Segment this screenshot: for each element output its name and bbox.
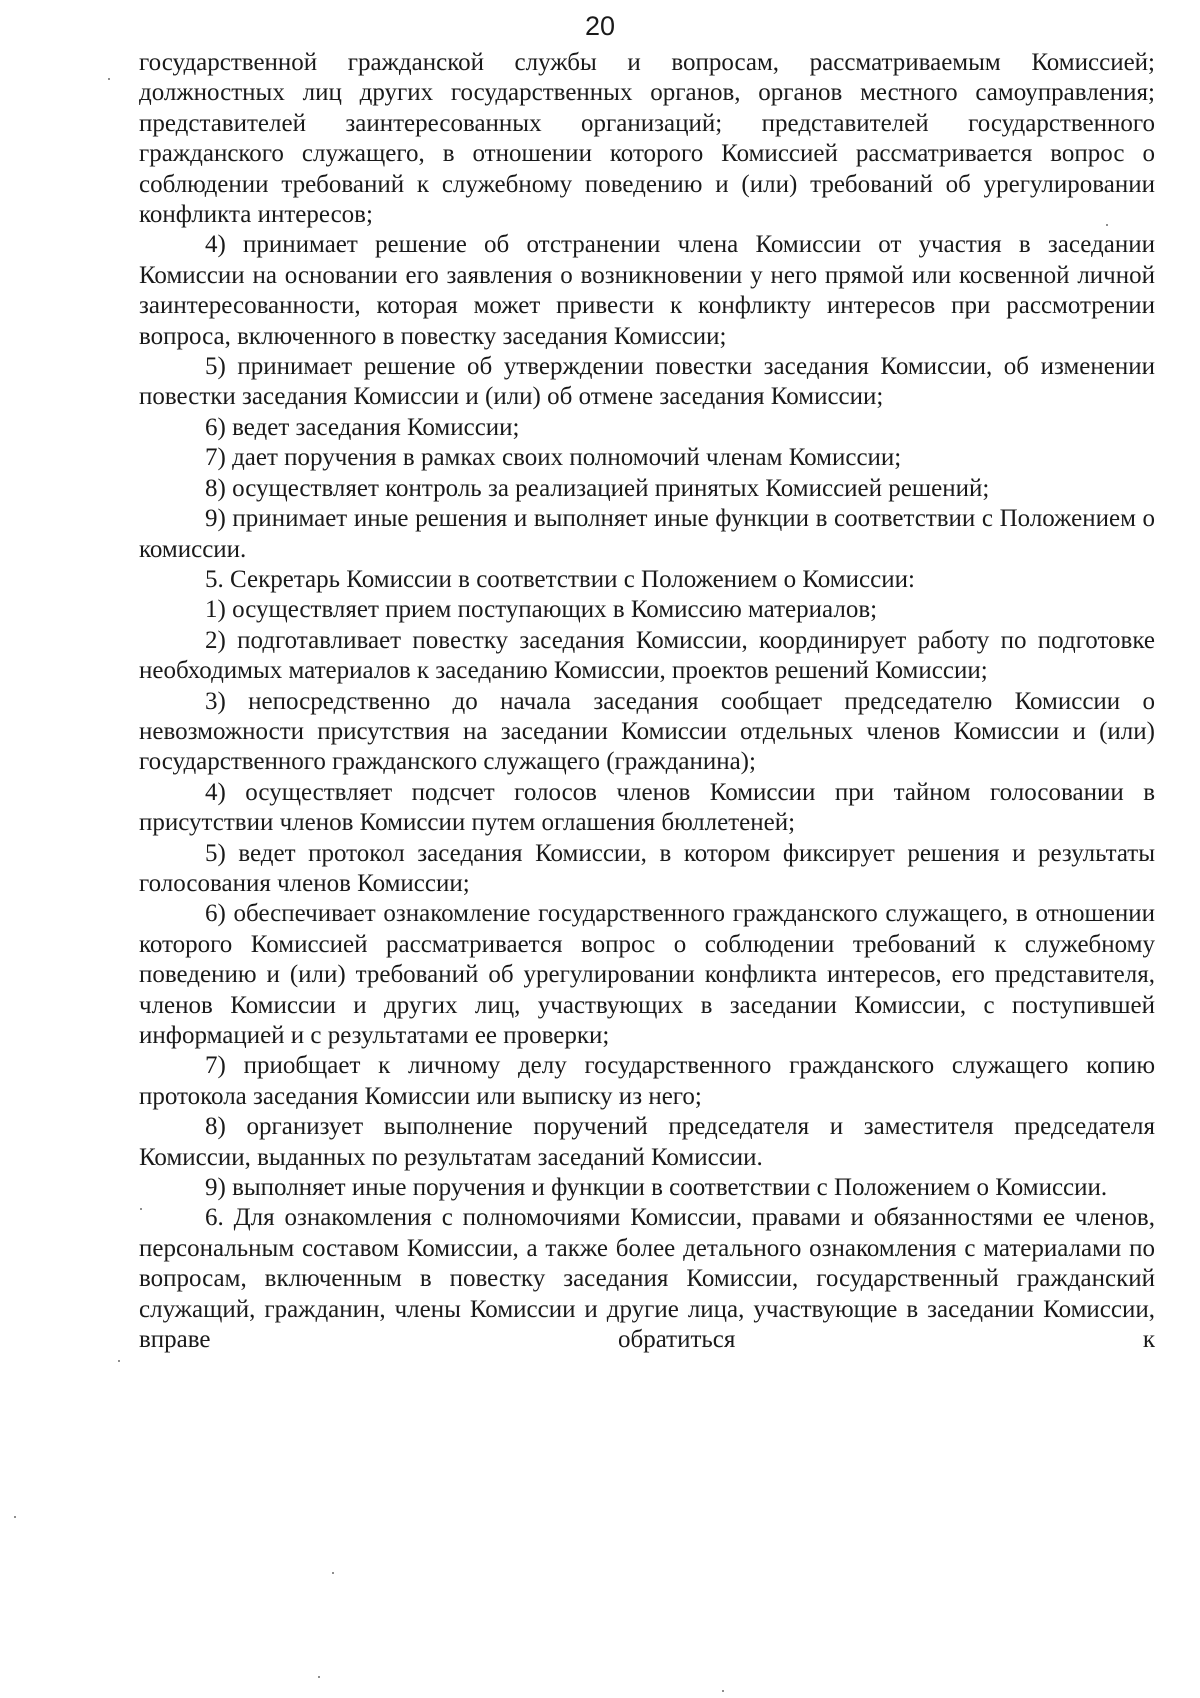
document-body: [139, 48, 1155, 1355]
scan-speck: [118, 1360, 120, 1362]
paragraph-item-4: 4) принимает решение об отстранении члена Комиссии от участия в заседании Комиссии на основании его заявления о возникновении у него прямой или косвенной личной заинтересованности, которая может привести к конфликту интересов при рассмотрении вопроса, включенного в повестку заседания Комиссии;: [139, 231, 1155, 350]
paragraph-item-7: 7) дает поручения в рамках своих полномочий членам Комиссии;: [205, 444, 902, 472]
paragraph-section-6: 6. Для ознакомления с полномочиями Комиссии, правами и обязанностями ее членов, персональным составом Комиссии, а также более детального ознакомления с материалами по вопросам, включенным в повестку заседания Комиссии, государственный гражданский служащий, гражданин, члены Комиссии и другие лица, участвующие в заседании Комиссии, вправе обратиться к: [139, 1204, 1155, 1354]
scan-speck: [1106, 224, 1108, 226]
paragraph-item-9: 9) принимает иные решения и выполняет иные функции в соответствии с Положением о комиссии.: [139, 505, 1155, 563]
scan-speck: [140, 1208, 142, 1210]
paragraph-secretary-item-7: 7) приобщает к личному делу государственного гражданского служащего копию протокола заседания Комиссии или выписку из него;: [139, 1052, 1155, 1110]
paragraph-secretary-item-8: 8) организует выполнение поручений председателя и заместителя председателя Комиссии, выданных по результатам заседаний Комиссии.: [139, 1113, 1155, 1171]
scan-speck: [108, 78, 110, 80]
paragraph-secretary-item-3: 3) непосредственно до начала заседания сообщает председателю Комиссии о невозможности присутствия на заседании Комиссии отдельных членов Комиссии и (или) государственного гражданского служащего (гражданина);: [139, 687, 1155, 776]
paragraph-continuation: государственной гражданской службы и вопросам, рассматриваемым Комиссией; должностных лиц других государственных органов, органов местного самоуправления; представителей заинтересованных организаций; представителей государственного гражданского служащего, в отношении которого Комиссией рассматривается вопрос о соблюдении требований к служебному поведению и (или) требований об урегулировании конфликта интересов;: [139, 49, 1155, 229]
paragraph-secretary-item-5: 5) ведет протокол заседания Комиссии, в котором фиксирует решения и результаты голосования членов Комиссии;: [139, 839, 1155, 897]
paragraph-secretary-item-1: 1) осуществляет прием поступающих в Комиссию материалов;: [205, 596, 878, 624]
paragraph-section-5: 5. Секретарь Комиссии в соответствии с Положением о Комиссии:: [205, 565, 915, 593]
paragraph-item-5: 5) принимает решение об утверждении повестки заседания Комиссии, об изменении повестки заседания Комиссии и (или) об отмене заседания Комиссии;: [139, 353, 1155, 411]
paragraph-secretary-item-9: 9) выполняет иные поручения и функции в соответствии с Положением о Комиссии.: [205, 1174, 1108, 1202]
paragraph-secretary-item-6: 6) обеспечивает ознакомление государственного гражданского служащего, в отношении которого Комиссией рассматривается вопрос о соблюдении требований к служебному поведению и (или) требований об урегулировании конфликта интересов, его представителя, членов Комиссии и других лиц, участвующих в заседании Комиссии, с поступившей информацией и с результатами ее проверки;: [139, 900, 1155, 1049]
paragraph-item-6: 6) ведет заседания Комиссии;: [205, 413, 520, 441]
paragraph-secretary-item-2: 2) подготавливает повестку заседания Комиссии, координирует работу по подготовке необходимых материалов к заседанию Комиссии, проектов решений Комиссии;: [139, 626, 1155, 685]
scan-speck: [722, 1690, 724, 1692]
scan-speck: [332, 1572, 334, 1574]
paragraph-item-8: 8) осуществляет контроль за реализацией принятых Комиссией решений;: [205, 474, 990, 502]
paragraph-secretary-item-4: 4) осуществляет подсчет голосов членов Комиссии при тайном голосовании в присутствии членов Комиссии путем оглашения бюллетеней;: [139, 778, 1155, 837]
page-number: 20: [584, 11, 616, 41]
scan-speck: [318, 1676, 320, 1678]
scan-speck: [14, 1516, 16, 1518]
